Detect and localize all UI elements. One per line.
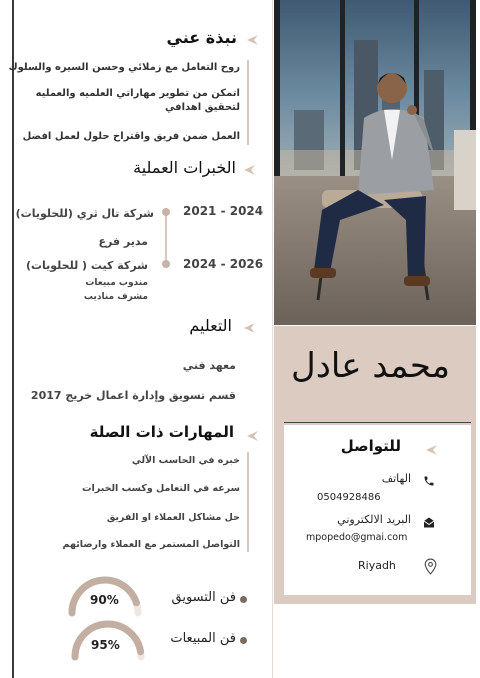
job-company: شركة كيت ( للحلويات) — [25, 259, 148, 272]
email-label: البريد الالكتروني — [337, 513, 411, 526]
phone-label: الهاتف — [381, 472, 411, 485]
job-company: شركة تال ثري (للحلويات) — [15, 207, 154, 220]
about-item: لتحقيق اهدافي — [164, 102, 240, 113]
gauge-bullet — [240, 596, 247, 603]
phone-icon — [423, 475, 435, 487]
job-role: مندوب مبيعات — [85, 278, 148, 288]
chevron-left-icon — [240, 322, 256, 334]
job-years: 2021 - 2024 — [183, 204, 264, 218]
timeline-dot — [162, 208, 170, 216]
chevron-left-icon — [422, 444, 438, 456]
gauge-bullet — [240, 637, 247, 644]
about-item: العمل ضمن فريق واقتراح حلول لعمل افضل — [22, 131, 240, 142]
chevron-left-icon — [243, 34, 259, 46]
skill-item: حل مشاكل العملاء او الفريق — [106, 512, 240, 523]
job-years: 2024 - 2026 — [183, 257, 264, 271]
phone-number[interactable]: 0504928486 — [317, 492, 381, 503]
profile-photo-illustration — [274, 0, 476, 325]
experience-title: الخبرات العملية — [133, 158, 236, 177]
gauge-value: 95% — [91, 638, 120, 652]
contact-title: للتواصل — [340, 437, 401, 455]
timeline-bar — [165, 212, 167, 264]
chevron-left-icon — [243, 430, 259, 442]
gauge-label: فن التسويق — [171, 590, 236, 605]
city: Riyadh — [358, 559, 396, 572]
location-pin-icon — [424, 558, 437, 575]
envelope-icon — [423, 517, 435, 528]
education-institute: معهد فني — [182, 359, 236, 372]
education-title: التعليم — [189, 316, 232, 335]
left-border-line — [12, 0, 14, 678]
chevron-left-icon — [240, 164, 256, 176]
job-role: مشرف مناديب — [83, 292, 148, 302]
about-item: روح التعامل مع زملائي وحسن السيره والسلوك — [8, 62, 240, 73]
skill-item: خبره في الحاسب الآلي — [131, 455, 240, 466]
job-role: مدير فرع — [98, 235, 148, 248]
timeline-dot — [162, 260, 170, 268]
skill-item: التواصل المستمر مع العملاء وارضائهم — [62, 539, 240, 550]
about-title: نبذة عني — [166, 28, 237, 47]
gauge-label: فن المبيعات — [170, 631, 236, 646]
contact-top-line — [284, 422, 471, 423]
skills-bar — [247, 452, 249, 552]
email-address[interactable]: mpopedo@gmai.com — [306, 532, 408, 543]
column-divider — [272, 0, 273, 678]
education-detail: قسم تسويق وإدارة اعمال خريج 2017 — [30, 389, 236, 402]
skill-item: سرعه في التعامل وكسب الخبرات — [82, 483, 240, 494]
about-bar — [247, 60, 249, 145]
gauge-value: 90% — [90, 593, 119, 607]
skills-title: المهارات ذات الصلة — [89, 423, 234, 441]
person-name: محمد عادل — [291, 346, 450, 386]
about-item: اتمكن من تطوير مهاراتي العلميه والعمليه — [35, 88, 240, 99]
profile-photo — [274, 0, 476, 325]
